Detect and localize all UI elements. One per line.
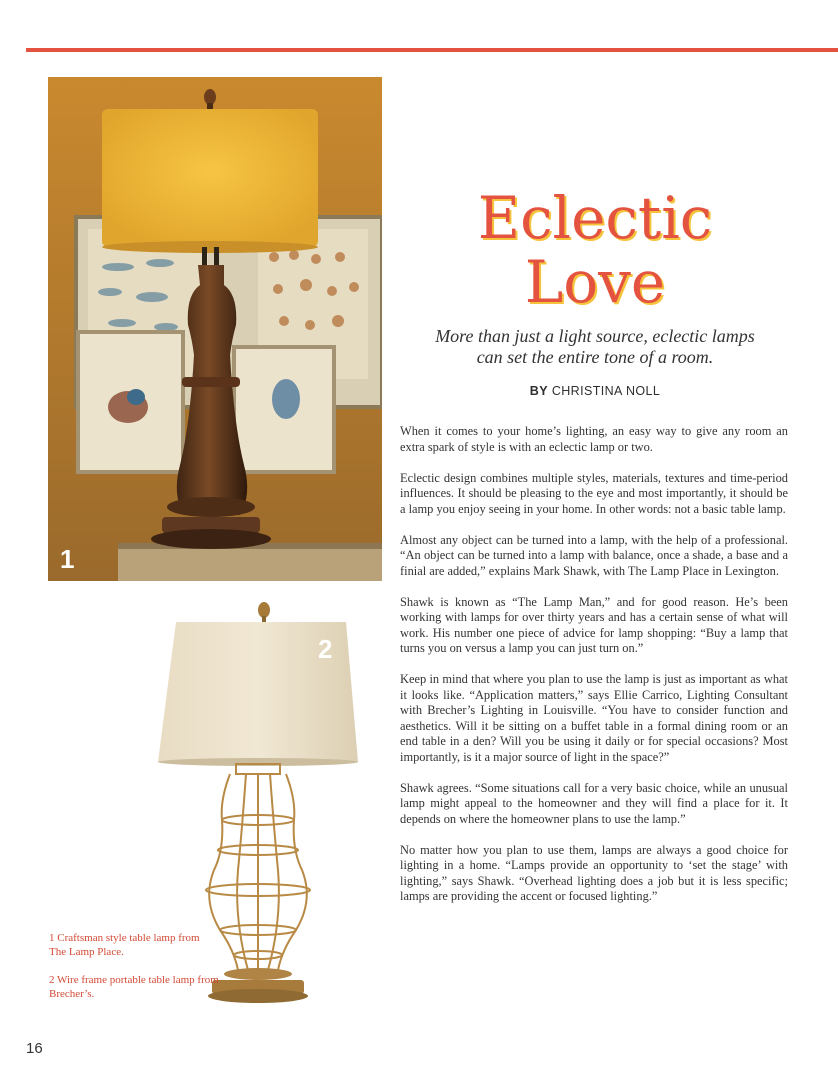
body-paragraph: Almost any object can be turned into a lamp, with the help of a professional. “An object can be turned into a lamp with balance, once a shade, a base and a finial are added,” explains Mark Shawk, with The Lamp Place in Lexington. [400,532,788,578]
title-line-1: Eclectic [477,184,713,252]
body-paragraph: Shawk is known as “The Lamp Man,” and for good reason. He’s been working with lamps for over thirty years and has a certain sense of what will work. His number one piece of advice for lamp shopping: “Buy a lamp that turns you on versus a lamp you can just turn on.” [400,594,788,655]
subtitle-line-1: More than just a light source, eclectic lamps [435,326,755,346]
caption-2: 2 Wire frame portable table lamp from Brecher’s. [49,974,219,1000]
article-body [400,424,788,920]
photo-2-number: 2 [318,634,333,664]
body-paragraph: When it comes to your home’s lighting, an easy way to give any room an extra spark of style is with an eclectic lamp or two. [400,424,788,454]
byline [400,384,790,398]
photo-1-number: 1 [60,544,75,574]
caption-1: 1 Craftsman style table lamp from The Lamp Place. [49,932,200,958]
title-line-2: Love [524,248,666,316]
top-accent-rule [26,48,838,52]
body-paragraph: Eclectic design combines multiple styles, materials, textures and time-period influences. It should be pleasing to the eye and most importantly, it should be a lamp you enjoy seeing in your home. In other words: not a basic table lamp. [400,470,788,516]
body-paragraph: Shawk agrees. “Some situations call for a very basic choice, while an unusual lamp might appeal to the homeowner and they will find a place for it. It depends on where the homeowner plans to use the lamp.” [400,780,788,826]
photo-craftsman-lamp [48,77,382,581]
photo-captions [49,931,219,1015]
byline-prefix: BY [529,384,548,398]
byline-author: CHRISTINA NOLL [551,384,661,398]
article-title [400,186,790,314]
body-paragraph: No matter how you plan to use them, lamps are always a good choice for lighting in a home. “Lamps provide an opportunity to ‘set the stage’ with lighting,” says Shawk. “Overhead lighting does a job but it is less specific; lamps are providing the accent or focused lighting.” [400,842,788,903]
subtitle-line-2: can set the entire tone of a room. [476,347,714,367]
body-paragraph: Keep in mind that where you plan to use the lamp is just as important as what it looks like. “Application matters,” says Ellie Carrico, Lighting Consultant with Brecher’s Lighting in Louisville. “You have to consider function and aesthetics. Will it be sitting on a buffet table in a formal dining room or an end table in a den? Will you be using it daily or for special occasions? Most importantly, is it a major source of light in the space?” [400,672,788,764]
page-number: 16 [26,1040,43,1057]
article-subtitle [400,326,790,368]
